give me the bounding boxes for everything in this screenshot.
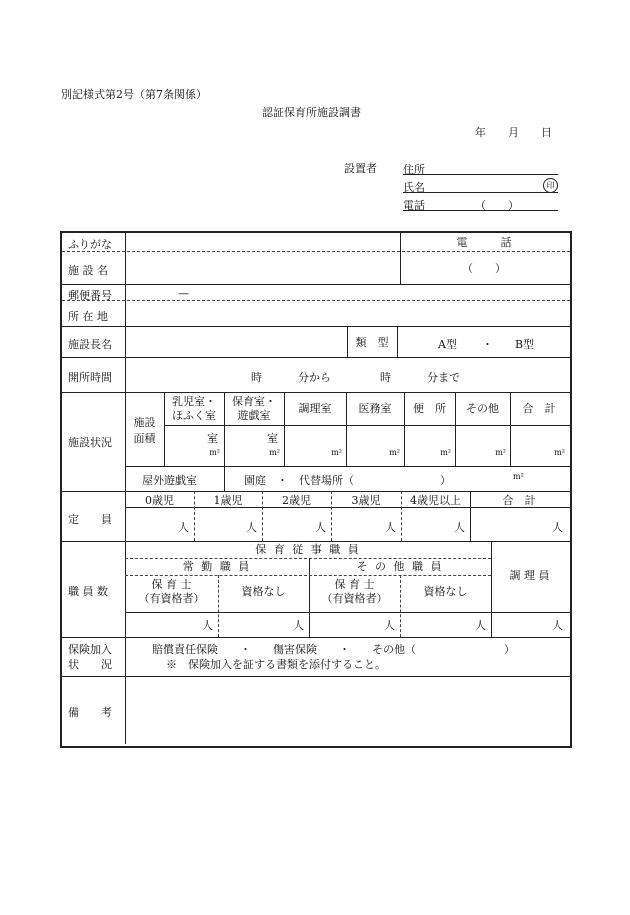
room-infant-line2: ほふく室 [172,409,216,422]
outdoor-options[interactable]: 園庭 ・ 代替場所（ [244,474,354,487]
room-total: 合 計 [522,402,556,415]
other-unqualified-count[interactable]: 人 [475,619,486,632]
capacity-1-input[interactable]: 人 [246,521,257,534]
hours-close-hour[interactable]: 時 [380,371,391,384]
total-area[interactable]: m² [554,448,565,457]
nursery-area[interactable]: m² [269,448,280,457]
date-line: 年 月 日 [475,126,552,139]
postal-label: 郵便番号 [68,289,112,302]
insurance-options[interactable]: 賠償責任保険 ・ 傷害保険 ・ その他（ [152,643,416,656]
infant-area[interactable]: m² [209,448,220,457]
outdoor-close: ） [440,474,451,487]
ft-nurse-line1: 保 育 士 [151,578,192,591]
postal-input[interactable]: — [178,287,189,300]
remarks-input[interactable] [130,680,566,740]
capacity-age-2: 2歳児 [282,494,311,507]
capacity-total-input[interactable]: 人 [552,521,563,534]
fulltime-header: 常 勤 職 員 [182,560,252,573]
remarks-label: 備 考 [68,706,112,719]
room-medical: 医務室 [358,402,392,415]
capacity-age-0: 0歳児 [145,494,174,507]
capacity-age-4plus: 4歳児以上 [410,494,461,507]
other-nurse-line1: 保 育 士 [334,578,375,591]
capacity-age-3: 3歳児 [351,494,381,507]
hours-close-minute[interactable]: 分まで [427,371,460,384]
insurance-close: ） [504,643,515,656]
area-label-1: 施設 [133,416,156,429]
applicant-label: 設置者 [344,162,377,175]
capacity-4-input[interactable]: 人 [454,521,465,534]
type-separator: ・ [482,338,493,351]
staff-label: 職 員 数 [68,585,108,598]
medical-area[interactable]: m² [389,448,400,457]
capacity-2-input[interactable]: 人 [315,521,326,534]
hours-label: 開所時間 [68,371,112,384]
phone-parens: （ ） [475,199,519,212]
toilet-area[interactable]: m² [440,448,451,457]
area-label-2: 面積 [133,432,156,445]
director-input[interactable] [130,328,345,356]
director-label: 施設長名 [68,338,112,351]
furigana-label: ふりがな [68,238,112,251]
room-other: その他 [466,402,499,415]
capacity-age-1: 1歳児 [213,494,243,507]
room-nursery-line2: 遊戯室 [237,409,271,422]
type-label: 類 型 [355,336,389,349]
ft-unqualified: 資格なし [241,585,286,598]
phone-label: 電話 [403,199,425,212]
other-nurse-count[interactable]: 人 [384,619,395,632]
location-label: 所 在 地 [68,310,108,323]
other-staff-header: そ の 他 職 員 [356,560,444,573]
cook-count[interactable]: 人 [552,619,563,632]
seal-icon: 印 [543,178,558,193]
ft-unqualified-count[interactable]: 人 [293,619,304,632]
form-number: 別記様式第2号（第7条関係） [61,88,207,101]
room-toilet: 便 所 [413,402,446,415]
other-nurse-line2: （有資格者） [321,592,388,605]
name-label: 氏名 [403,181,425,194]
outdoor-label: 屋外遊戯室 [142,474,197,487]
room-nursery-line1: 保育室・ [232,395,276,408]
name-field[interactable] [403,180,558,193]
facility-status-label: 施設状況 [68,436,112,449]
outdoor-area[interactable]: m² [513,472,524,481]
location-input[interactable] [130,302,566,324]
capacity-label: 定 員 [68,513,112,526]
furigana-input[interactable] [130,233,400,251]
kitchen-area[interactable]: m² [331,448,342,457]
infant-room-count[interactable]: 室 [207,432,218,445]
phone-header: 電 話 [456,236,512,249]
insurance-label-1: 保険加入 [68,643,112,656]
phone-area-code[interactable]: （ ） [462,262,506,275]
ft-nurse-line2: （有資格者） [138,592,205,605]
hours-open-minute[interactable]: 分から [298,371,331,384]
room-kitchen: 調理室 [298,402,332,415]
capacity-3-input[interactable]: 人 [385,521,396,534]
other-unqualified: 資格なし [423,585,468,598]
facility-name-label: 施 設 名 [68,264,108,277]
capacity-total-header: 合 計 [502,494,536,507]
form-title: 認証保育所施設調書 [262,106,361,119]
phone-field[interactable] [403,198,558,211]
staff-header: 保 育 従 事 職 員 [255,543,361,556]
facility-name-input[interactable] [130,253,398,283]
insurance-note: ※ 保険加入を証する書類を添付すること。 [166,658,386,671]
cook-header: 調 理 員 [509,569,550,582]
type-a-option[interactable]: A型 [438,338,457,351]
address-label: 住所 [403,163,425,176]
other-area[interactable]: m² [495,448,506,457]
room-infant-line1: 乳児室・ [172,395,216,408]
capacity-0-input[interactable]: 人 [178,521,189,534]
type-b-option[interactable]: B型 [515,338,535,351]
insurance-label-2: 状 況 [68,658,112,671]
address-field[interactable] [403,162,558,175]
ft-nurse-count[interactable]: 人 [202,619,213,632]
nursery-room-count[interactable]: 室 [267,432,278,445]
hours-open-hour[interactable]: 時 [251,371,262,384]
